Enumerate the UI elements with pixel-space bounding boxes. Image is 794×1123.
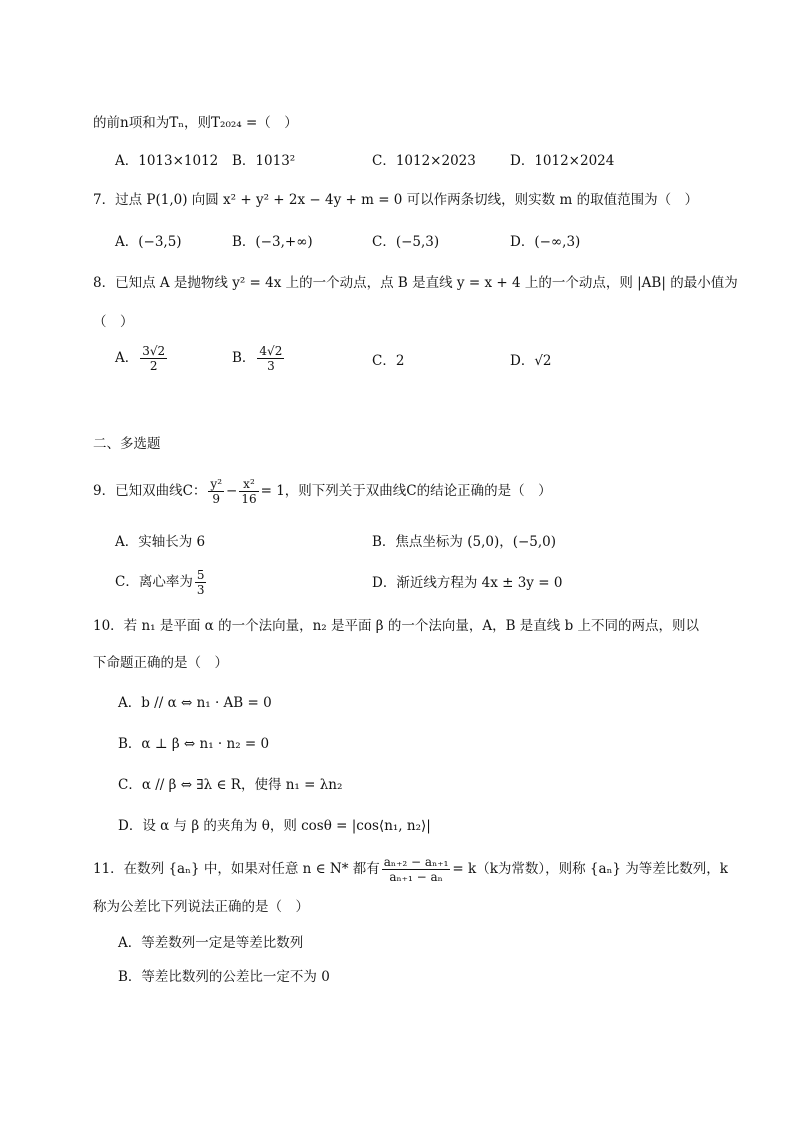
q7-option-c: C．(−5,3) <box>372 234 440 250</box>
q7-option-d: D．(−∞,3) <box>510 234 581 250</box>
q8-option-d: D．√2 <box>510 353 552 369</box>
q11-stem <box>93 850 728 888</box>
q8-option-b-label: B． <box>232 350 256 366</box>
q6-option-b: B．1013² <box>232 153 296 169</box>
q9-option-c-den: 3 <box>196 583 205 597</box>
q9-frac1-den: 9 <box>212 492 221 506</box>
q10-option-c: C．α // β ⇔ ∃λ ∈ R，使得 n₁ = λn₂ <box>118 777 343 793</box>
q8-stem-cont: （ ） <box>93 314 134 330</box>
q11-frac-num: aₙ₊₂ − aₙ₊₁ <box>383 855 449 869</box>
q11-stem-cont: 称为公差比下列说法正确的是（ ） <box>93 899 309 915</box>
q9-stem-pre: 9．已知双曲线C： <box>93 483 207 499</box>
section-title: 二、多选题 <box>93 436 161 452</box>
q9-frac2-num: x² <box>239 477 258 492</box>
q6-option-d: D．1012×2024 <box>510 153 615 169</box>
q8-option-a-num: 3√2 <box>142 344 166 358</box>
q9-option-d: D．渐近线方程为 4x ± 3y = 0 <box>372 575 563 591</box>
q8-option-a-label: A． <box>115 350 139 366</box>
q8-option-b-den: 3 <box>267 359 275 373</box>
q10-option-b: B．α ⊥ β ⇔ n₁ · n₂ = 0 <box>118 736 270 752</box>
q10-option-d: D．设 α 与 β 的夹角为 θ，则 cosθ = |cos⟨n₁, n₂⟩| <box>118 818 431 834</box>
q6-option-a: A．1013×1012 <box>115 153 219 169</box>
q8-option-b-num: 4√2 <box>259 344 283 358</box>
q6-stem-tail: 的前n项和为Tₙ，则T₂₀₂₄ =（ ） <box>93 115 298 131</box>
q9-option-b: B．焦点坐标为 (5,0)，(−5,0) <box>372 534 557 550</box>
q11-frac-den: aₙ₊₁ − aₙ <box>389 870 443 884</box>
q8-option-a-den: 2 <box>149 359 158 373</box>
q7-option-a: A．(−3,5) <box>115 234 182 250</box>
q9-frac1-num: y² <box>210 477 223 491</box>
q11-option-a: A．等差数列一定是等差比数列 <box>118 935 304 951</box>
q10-stem-cont: 下命题正确的是（ ） <box>93 655 228 671</box>
q7-stem: 7．过点 P(1,0) 向圆 x² + y² + 2x − 4y + m = 0 可以作两条切线，则实数 m 的取值范围为（ ） <box>93 192 699 208</box>
q9-stem <box>93 472 552 510</box>
q9-stem-post: = 1，则下列关于双曲线C的结论正确的是（ ） <box>260 483 552 499</box>
q8-option-b <box>232 344 286 373</box>
q11-stem-pre: 11．在数列 {aₙ} 中，如果对任意 n ∈ N* 都有 <box>93 861 380 877</box>
q9-option-c <box>115 564 208 600</box>
q11-stem-post: = k（k为常数），则称 {aₙ} 为等差比数列，k <box>452 861 728 877</box>
q9-minus: − <box>226 483 238 499</box>
q9-option-c-pre: C．离心率为 <box>115 574 193 590</box>
q8-stem: 8．已知点 A 是抛物线 y² = 4x 上的一个动点，点 B 是直线 y = x + 4 上的一个动点，则 |AB| 的最小值为 <box>93 275 738 291</box>
q8-option-c: C．2 <box>372 353 405 369</box>
q9-frac2-den: 16 <box>241 492 257 506</box>
q11-option-b: B．等差比数列的公差比一定不为 0 <box>118 969 330 985</box>
q9-option-c-num: 5 <box>196 568 205 582</box>
q9-option-a: A．实轴长为 6 <box>115 534 206 550</box>
q7-option-b: B．(−3,+∞) <box>232 234 313 250</box>
q8-option-a <box>115 344 169 373</box>
q10-option-a: A．b // α ⇔ n₁ · AB = 0 <box>118 695 272 711</box>
q6-option-c: C．1012×2023 <box>372 153 476 169</box>
q10-stem: 10．若 n₁ 是平面 α 的一个法向量，n₂ 是平面 β 的一个法向量，A，B 是直线 b 上不同的两点，则以 <box>93 618 700 634</box>
